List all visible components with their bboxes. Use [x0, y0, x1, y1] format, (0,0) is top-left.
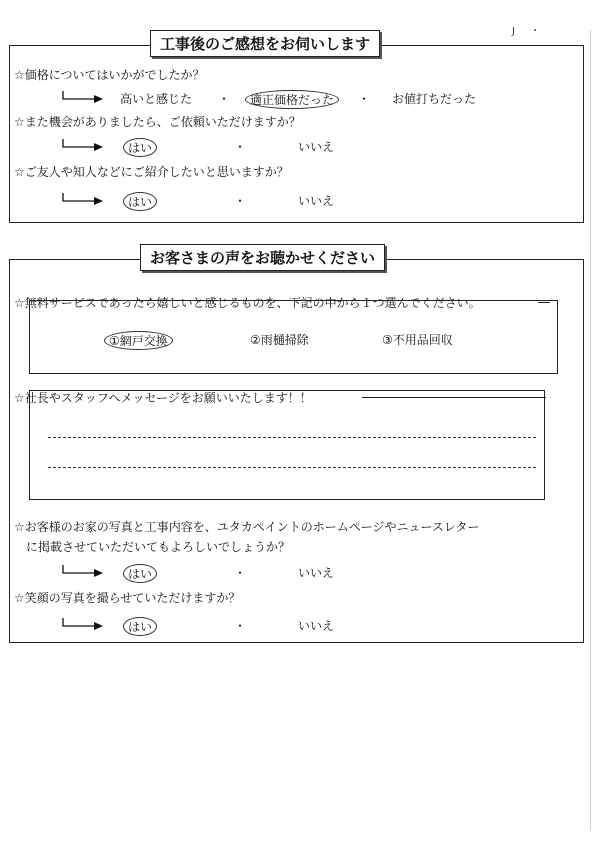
arrow-icon [62, 90, 104, 104]
arrow-icon [62, 192, 104, 206]
question-referral: ☆ご友人や知人などにご紹介したいと思いますか？ [14, 165, 289, 179]
after-construction-survey [9, 35, 584, 223]
option-high-price[interactable]: 高いと感じた [120, 92, 193, 106]
free-service-choices-box [29, 300, 558, 374]
message-line [48, 467, 536, 468]
question-smile-photo: ☆笑顔の写真を撮らせていただけますか？ [14, 591, 241, 605]
option-good-value[interactable]: お値打ちだった [392, 92, 477, 106]
arrow-icon [62, 564, 104, 578]
question-photo-publish: ☆お客様のお家の写真と工事内容を、ユタカペイントのホームページやニュースレター [14, 520, 480, 534]
option-yes-selected[interactable]: はい [123, 138, 157, 157]
choice-junk-removal[interactable]: ③不用品回収 [382, 333, 453, 347]
answer-row-price [62, 90, 532, 106]
separator-dot: ・ [234, 140, 247, 154]
separator-dot: ・ [234, 566, 247, 580]
option-no[interactable]: いいえ [298, 194, 335, 208]
option-fair-price-selected[interactable]: 適正価格だった [245, 90, 339, 109]
question-photo-publish-line2: に掲載させていただいてもよろしいでしょうか？ [26, 540, 291, 554]
section-title-survey: 工事後のご感想をお伺いします [150, 30, 380, 57]
answer-row-reorder [62, 138, 362, 154]
question-free-service: ☆無料サービスであったら嬉しいと感じるものを、下記の中から１つ選んでください。 [14, 296, 481, 310]
option-yes-selected[interactable]: はい [123, 617, 157, 636]
separator-dot: ・ [218, 92, 231, 106]
answer-row-smile-photo [62, 617, 362, 633]
separator-dot: ・ [358, 92, 371, 106]
option-yes-selected[interactable]: はい [123, 564, 157, 583]
message-line [48, 437, 536, 438]
scan-edge-line [590, 30, 591, 830]
option-no[interactable]: いいえ [298, 140, 335, 154]
separator-dot: ・ [234, 619, 247, 633]
question-message: ☆社長やスタッフへメッセージをお願いいたします！！ [14, 391, 312, 405]
separator-dot: ・ [234, 194, 247, 208]
question-reorder: ☆また機会がありましたら、ご依頼いただけますか？ [14, 115, 301, 129]
choice-screen-door-selected[interactable]: ①網戸交換 [104, 331, 173, 350]
choice-gutter-cleaning[interactable]: ②雨樋掃除 [250, 333, 309, 347]
option-no[interactable]: いいえ [298, 566, 335, 580]
answer-row-referral [62, 192, 362, 208]
arrow-icon [62, 138, 104, 152]
option-no[interactable]: いいえ [298, 619, 335, 633]
section-title-voice: お客さまの声をお聴かせください [140, 244, 385, 271]
answer-row-photo-publish [62, 564, 362, 580]
question-price: ☆価格についてはいかがでしたか？ [14, 68, 205, 82]
option-yes-selected[interactable]: はい [123, 192, 157, 211]
arrow-icon [62, 617, 104, 631]
message-box[interactable] [29, 390, 545, 500]
customer-voice [9, 249, 584, 643]
page-mark: J ・ [512, 26, 547, 37]
